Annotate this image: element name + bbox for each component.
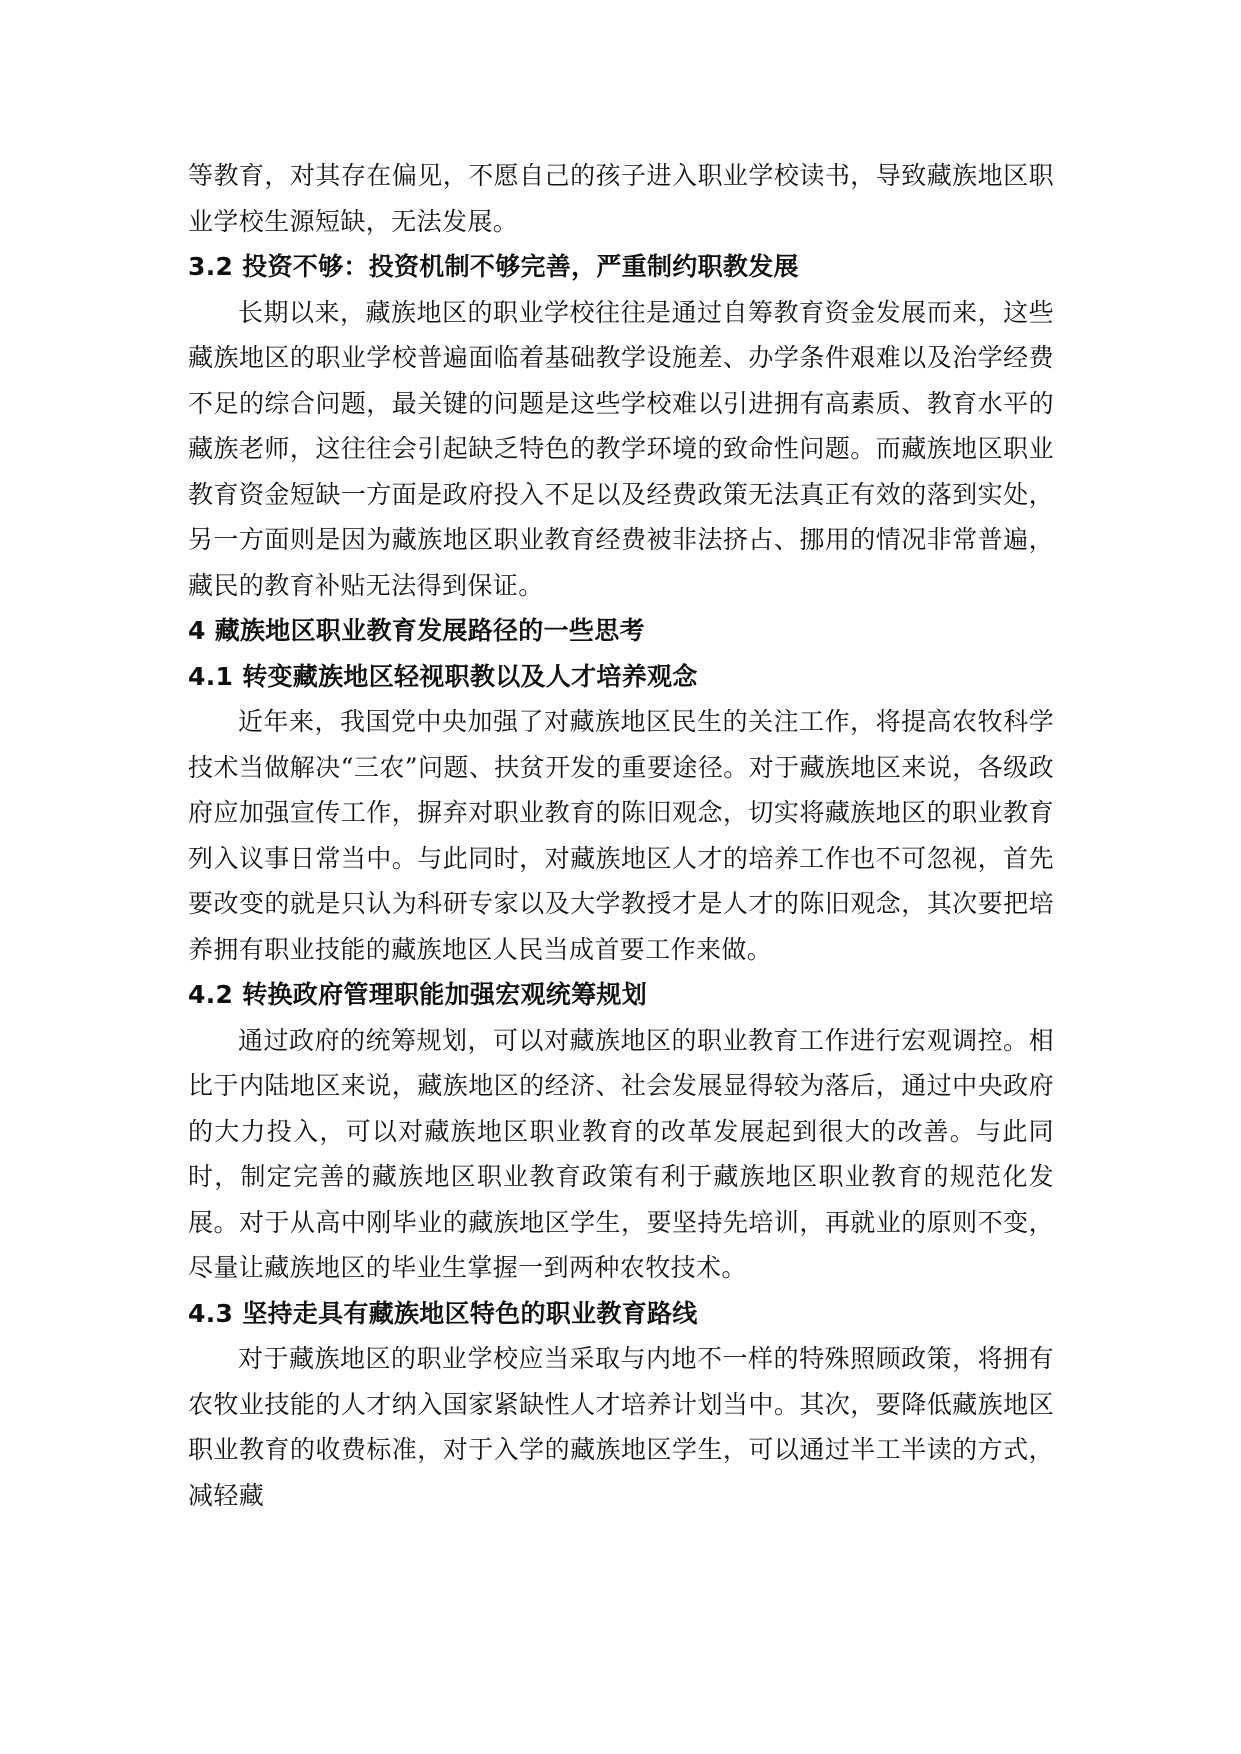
paragraph-investment: 长期以来，藏族地区的职业学校往往是通过自筹教育资金发展而来，这些藏族地区的职业学校普遍面临着基础教学设施差、办学条件艰难以及治学经费不足的综合问题，最关键的问题是这些学校难以引进拥有高素质、教育水平的藏族老师，这往往会引起缺乏特色的教学环境的致命性问题。而藏族地区职业教育资金短缺一方面是政府投入不足以及经费政策无法真正有效的落到实处，另一方面则是因为藏族地区职业教育经费被非法挤占、挪用的情况非常普遍，藏民的教育补贴无法得到保证。 (188, 297, 1054, 600)
section-heading-4-3: 4.3 坚持走具有藏族地区特色的职业教育路线 (188, 1298, 698, 1328)
section-heading-3-2: 3.2 投资不够：投资机制不够完善，严重制约职教发展 (188, 252, 799, 281)
section-heading-4-2: 4.2 转换政府管理职能加强宏观统筹规划 (188, 980, 647, 1009)
paragraph-continuation: 等教育，对其存在偏见，不愿自己的孩子进入职业学校读书，导致藏族地区职业学校生源短缺，无法发展。 (188, 161, 1054, 236)
document-body (188, 153, 1054, 1518)
section-heading-4: 4 藏族地区职业教育发展路径的一些思考 (188, 616, 645, 645)
paragraph-distinctive-route: 对于藏族地区的职业学校应当采取与内地不一样的特殊照顾政策，将拥有农牧业技能的人才纳入国家紧缺性人才培养计划当中。其次，要降低藏族地区职业教育的收费标准，对于入学的藏族地区学生，可以通过半工半读的方式，减轻藏 (188, 1344, 1054, 1510)
section-heading-4-1: 4.1 转变藏族地区轻视职教以及人才培养观念 (188, 661, 698, 691)
paragraph-concept-change: 近年来，我国党中央加强了对藏族地区民生的关注工作，将提高农牧科学技术当做解决“三农”问题、扶贫开发的重要途径。对于藏族地区来说，各级政府应加强宣传工作，摒弃对职业教育的陈旧观念，切实将藏族地区的职业教育列入议事日常当中。与此同时，对藏族地区人才的培养工作也不可忽视，首先要改变的就是只认为科研专家以及大学教授才是人才的陈旧观念，其次要把培养拥有职业技能的藏族地区人民当成首要工作来做。 (188, 707, 1054, 964)
paragraph-government-planning: 通过政府的统筹规划，可以对藏族地区的职业教育工作进行宏观调控。相比于内陆地区来说，藏族地区的经济、社会发展显得较为落后，通过中央政府的大力投入，可以对藏族地区职业教育的改革发展起到很大的改善。与此同时，制定完善的藏族地区职业教育政策有利于藏族地区职业教育的规范化发展。对于从高中刚毕业的藏族地区学生，要坚持先培训，再就业的原则不变，尽量让藏族地区的毕业生掌握一到两种农牧技术。 (188, 1025, 1054, 1282)
